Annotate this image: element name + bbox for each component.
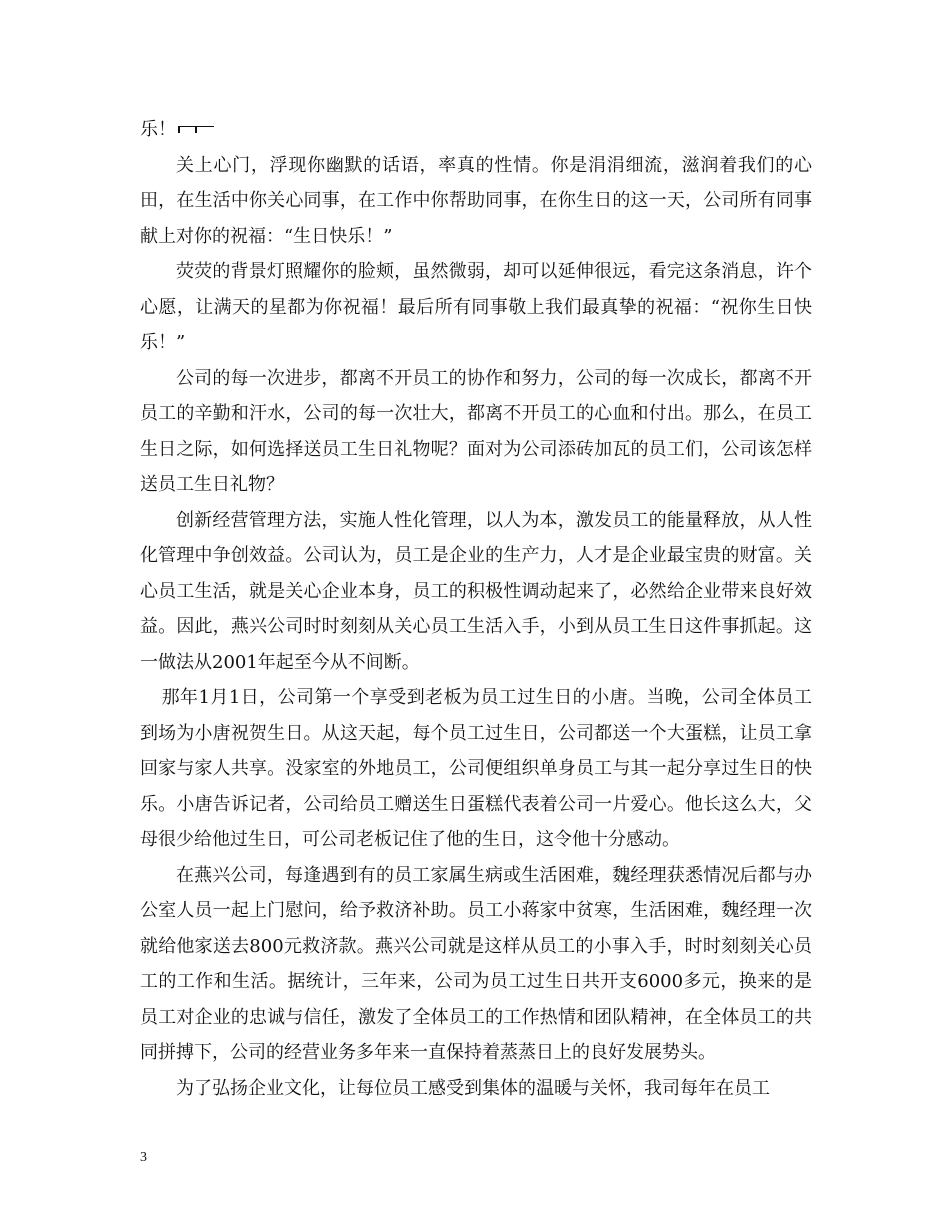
page-number: 3 [140,1150,147,1165]
paragraph-3: 荧荧的背景灯照耀你的脸颊，虽然微弱，却可以延伸很远，看完这条消息，许个心愿，让满天的星都为你祝福！最后所有同事敬上我们最真挚的祝福：“祝你生日快乐！” [140,261,812,353]
paragraph-7: 在燕兴公司，每逢遇到有的员工家属生病或生活困难，魏经理获悉情况后都与办公室人员一起上门慰问，给予救济补助。员工小蒋家中贫寒，生活困难，魏经理一次就给他家送去800元救济款。燕兴公司就是这样从员工的小事入手，时时刻刻关心员工的工作和生活。据统计，三年来，公司为员工过生日共开支6000多元，换来的是员工对企业的忠诚与信任，激发了全体员工的工作热情和团队精神，在全体员工的共同拼搏下，公司的经营业务多年来一直保持着蒸蒸日上的良好发展势头。 [140,864,812,1063]
paragraph-2: 关上心门，浮现你幽默的话语，率真的性情。你是涓涓细流，滋润着我们的心田，在生活中你关心同事，在工作中你帮助同事，在你生日的这一天，公司所有同事献上对你的祝福：“生日快乐！” [140,154,812,247]
paragraph-8: 为了弘扬企业文化，让每位员工感受到集体的温暖与关怀，我司每年在员工 [176,1077,770,1099]
paragraph-4: 公司的每一次进步，都离不开员工的协作和努力，公司的每一次成长，都离不开员工的辛勤和汗水，公司的每一次壮大，都离不开员工的心血和付出。那么，在员工生日之际，如何选择送员工生日礼物呢？面对为公司添砖加瓦的员工们，公司该怎样送员工生日礼物？ [140,367,812,495]
document-body [140,112,812,1106]
paragraph-1: 乐！ [140,112,812,148]
paragraph-5: 创新经营管理方法，实施人性化管理，以人为本，激发员工的能量释放，从人性化管理中争创效益。公司认为，员工是企业的生产力，人才是企业最宝贵的财富。关心员工生活，就是关心企业本身，员工的积极性调动起来了，必然给企业带来良好效益。因此，燕兴公司时时刻刻从关心员工生活入手，小到从员工生日这件事抓起。这一做法从2001年起至今从不间断。 [140,509,812,673]
paragraph-6: 那年1月1日，公司第一个享受到老板为员工过生日的小唐。当晚，公司全体员工到场为小唐祝贺生日。从这天起，每个员工过生日，公司都送一个大蛋糕，让员工拿回家与家人共享。没家室的外地员工，公司便组织单身员工与其一起分享过生日的快乐。小唐告诉记者，公司给员工赠送生日蛋糕代表着公司一片爱心。他长这么大，父母很少给他过生日，可公司老板记住了他的生日，这令他十分感动。 [140,687,812,850]
underline-mark [178,126,214,137]
